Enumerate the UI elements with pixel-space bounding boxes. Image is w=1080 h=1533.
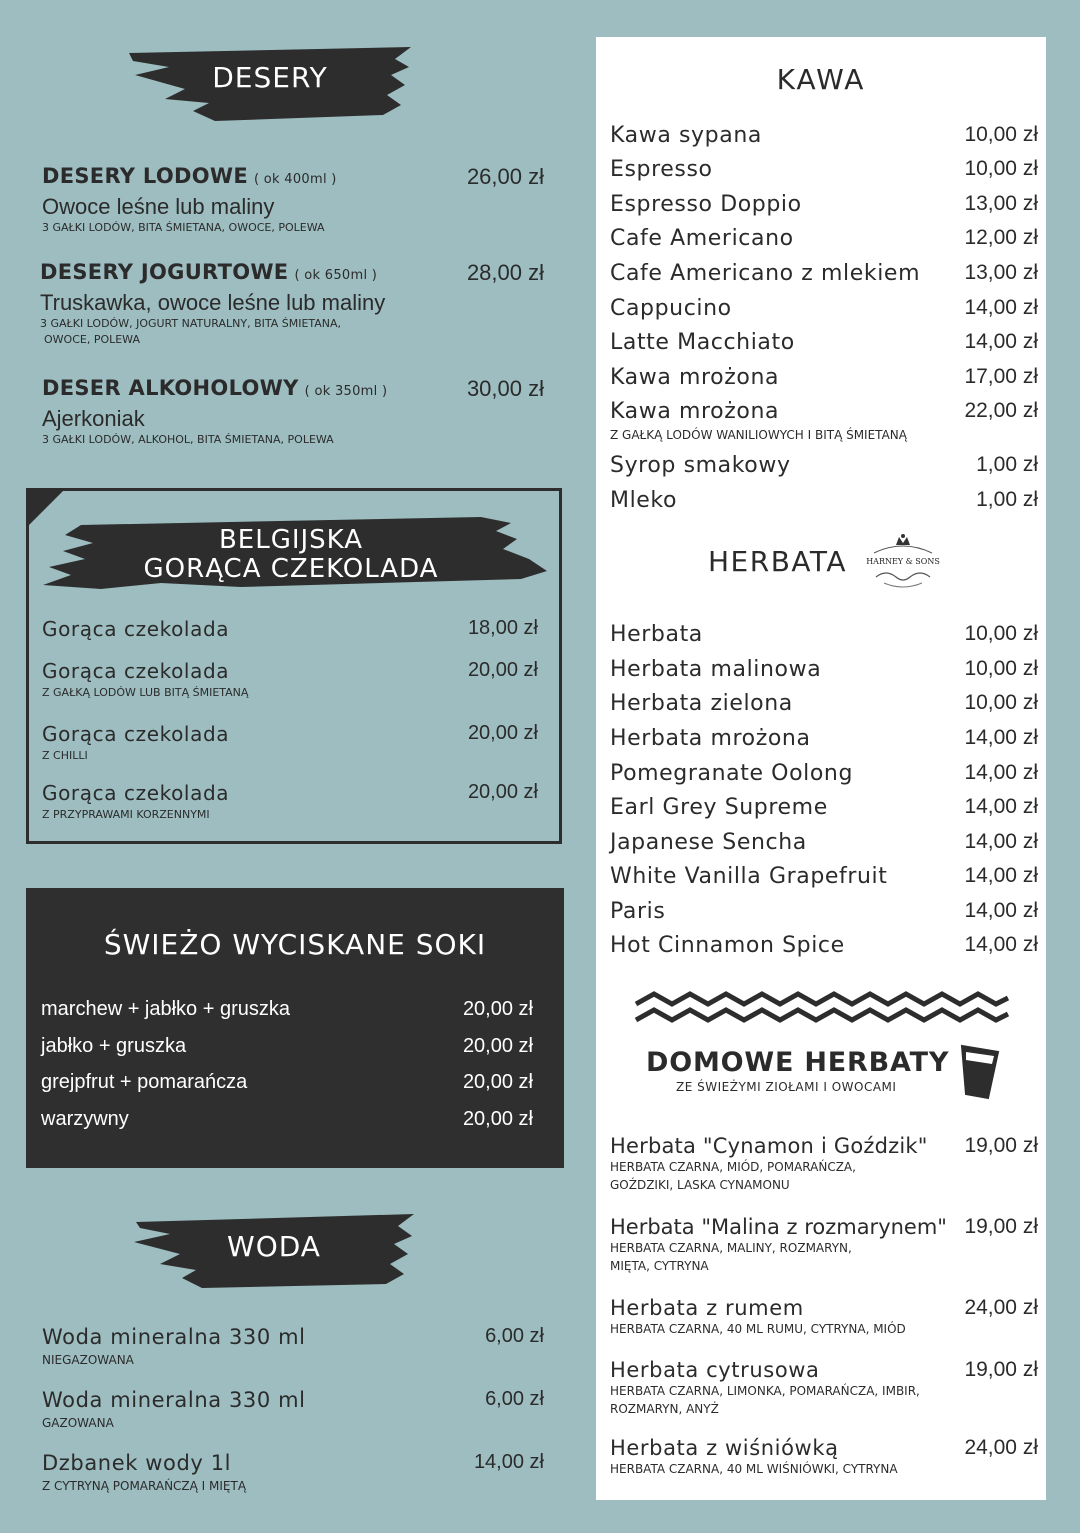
coffee-price: 1,00 zł: [976, 453, 1038, 476]
house-tea-name: Herbata "Cynamon i Goździk": [610, 1134, 928, 1158]
coffee-item: [610, 296, 1038, 326]
tea-name: Pomegranate Oolong: [610, 761, 854, 786]
tea-name: Herbata malinowa: [610, 657, 822, 682]
coffee-price: 10,00 zł: [964, 157, 1038, 180]
water-item: [42, 1451, 544, 1495]
house-tea-price: 24,00 zł: [964, 1296, 1038, 1319]
water-desc: GAZOWANA: [42, 1416, 114, 1430]
woda-title: WODA: [227, 1230, 321, 1263]
coffee-price: 1,00 zł: [976, 488, 1038, 511]
dessert-variant: Truskawka, owoce leśne lub maliny: [40, 290, 386, 315]
dessert-ingredients: 3 GAŁKI LODÓW, ALKOHOL, BITA ŚMIETANA, POLEWA: [42, 433, 334, 446]
juices-title: ŚWIEŻO WYCISKANE SOKI: [103, 928, 487, 961]
water-name: Woda mineralna 330 ml: [42, 1325, 306, 1349]
coffee-name: Kawa mrożona: [610, 399, 780, 424]
coffee-item: [610, 365, 1038, 395]
drinks-panel: [596, 37, 1046, 1500]
chocolate-price: 18,00 zł: [467, 617, 538, 639]
dessert-name: DESERY LODOWE: [42, 164, 248, 188]
tea-item: [610, 622, 1038, 652]
coffee-name: Latte Macchiato: [610, 330, 795, 355]
water-desc: NIEGAZOWANA: [42, 1353, 134, 1367]
coffee-item: [610, 192, 1038, 222]
domowe-subtitle: ZE ŚWIEŻYMI ZIOŁAMI I OWOCAMI: [676, 1080, 897, 1094]
coffee-item: [610, 453, 1038, 483]
chocolate-title-line1: BELGIJSKA: [218, 525, 364, 555]
juice-name: jabłko + gruszka: [41, 1035, 187, 1057]
tea-name: Herbata mrożona: [610, 726, 811, 751]
house-tea-desc: HERBATA CZARNA, LIMONKA, POMARAŃCZA, IMBIR,: [610, 1384, 920, 1398]
coffee-name: Kawa sypana: [610, 123, 762, 148]
desery-title: DESERY: [212, 61, 328, 94]
dessert-price: 28,00 zł: [466, 260, 544, 285]
juice-price: 20,00 zł: [462, 1035, 533, 1057]
dessert-price: 30,00 zł: [466, 376, 544, 401]
house-tea-item: [610, 1358, 1038, 1418]
house-tea-item: [610, 1134, 1038, 1194]
tea-item: [610, 830, 1038, 860]
water-price: 14,00 zł: [473, 1451, 544, 1473]
chocolate-name: Gorąca czekolada: [42, 781, 230, 805]
dessert-item: [42, 164, 544, 240]
tea-price: 14,00 zł: [964, 761, 1038, 784]
house-tea-desc: HERBATA CZARNA, 40 ML WIŚNIÓWKI, CYTRYNA: [610, 1462, 898, 1476]
tea-item: [610, 795, 1038, 825]
house-tea-desc: ROZMARYN, ANYŻ: [610, 1402, 719, 1416]
coffee-item: [610, 123, 1038, 153]
coffee-price: 14,00 zł: [964, 296, 1038, 319]
coffee-item: [610, 261, 1038, 291]
tea-price: 14,00 zł: [964, 726, 1038, 749]
juice-item: [41, 1071, 533, 1099]
house-tea-name: Herbata z rumem: [610, 1296, 804, 1320]
chocolate-item: [42, 659, 538, 703]
juice-name: warzywny: [41, 1108, 129, 1130]
desery-header: [125, 45, 415, 123]
dessert-variant: Owoce leśne lub maliny: [42, 194, 275, 219]
house-tea-price: 19,00 zł: [964, 1215, 1038, 1238]
tea-item: [610, 761, 1038, 791]
house-tea-item: [610, 1215, 1038, 1275]
tea-name: Herbata: [610, 622, 703, 647]
juice-item: [41, 1108, 533, 1136]
coffee-name: Kawa mrożona: [610, 365, 780, 390]
house-tea-item: [610, 1436, 1038, 1482]
dessert-name: DESERY JOGURTOWE: [40, 260, 289, 284]
chocolate-name: Gorąca czekolada: [42, 722, 230, 746]
chocolate-price: 20,00 zł: [467, 722, 538, 744]
tea-price: 10,00 zł: [964, 657, 1038, 680]
tea-name: Earl Grey Supreme: [610, 795, 828, 820]
juices-section: [26, 888, 564, 1168]
tea-item: [610, 691, 1038, 721]
coffee-name: Cappucino: [610, 296, 732, 321]
water-desc: Z CYTRYNĄ POMARAŃCZĄ I MIĘTĄ: [42, 1479, 247, 1493]
dessert-ingredients: 3 GAŁKI LODÓW, JOGURT NATURALNY, BITA ŚMIETANA,: [40, 317, 342, 330]
coffee-price: 17,00 zł: [964, 365, 1038, 388]
house-tea-desc: GOŹDZIKI, LASKA CYNAMONU: [610, 1178, 790, 1192]
tea-name: Paris: [610, 899, 666, 924]
coffee-name: Cafe Americano: [610, 226, 794, 251]
dessert-item: [42, 376, 544, 452]
house-tea-name: Herbata z wiśniówką: [610, 1436, 839, 1460]
coffee-item: [610, 330, 1038, 360]
house-tea-name: Herbata cytrusowa: [610, 1358, 820, 1382]
dessert-item: [40, 260, 544, 350]
dessert-portion: ( ok 650ml ): [294, 268, 378, 283]
water-price: 6,00 zł: [485, 1325, 544, 1347]
coffee-price: 14,00 zł: [964, 330, 1038, 353]
tea-price: 14,00 zł: [964, 864, 1038, 887]
house-tea-desc: HERBATA CZARNA, MIÓD, POMARAŃCZA,: [610, 1160, 856, 1174]
chocolate-item: [42, 722, 538, 766]
coffee-desc: Z GAŁKĄ LODÓW WANILIOWYCH I BITĄ ŚMIETANĄ: [610, 428, 907, 442]
coffee-price: 13,00 zł: [964, 261, 1038, 284]
house-tea-price: 24,00 zł: [964, 1436, 1038, 1459]
dessert-variant: Ajerkoniak: [42, 406, 145, 431]
coffee-price: 10,00 zł: [964, 123, 1038, 146]
coffee-name: Espresso Doppio: [610, 192, 802, 217]
tea-item: [610, 933, 1038, 963]
house-tea-item: [610, 1296, 1038, 1342]
tea-price: 14,00 zł: [964, 899, 1038, 922]
chocolate-header: [41, 513, 551, 593]
dessert-ingredients: 3 GAŁKI LODÓW, BITA ŚMIETANA, OWOCE, POLEWA: [42, 221, 325, 234]
chocolate-name: Gorąca czekolada: [42, 659, 230, 683]
tea-item: [610, 657, 1038, 687]
glass-shape: [958, 1040, 1002, 1100]
tea-price: 14,00 zł: [964, 830, 1038, 853]
tea-name: Japanese Sencha: [610, 830, 807, 855]
water-name: Woda mineralna 330 ml: [42, 1388, 306, 1412]
chocolate-item: [42, 617, 538, 647]
chocolate-price: 20,00 zł: [467, 781, 538, 803]
glass-icon: [958, 1040, 1002, 1100]
chocolate-name: Gorąca czekolada: [42, 617, 230, 641]
juice-price: 20,00 zł: [462, 1108, 533, 1130]
tea-price: 14,00 zł: [964, 795, 1038, 818]
juice-name: grejpfrut + pomarańcza: [41, 1071, 248, 1093]
tea-name: White Vanilla Grapefruit: [610, 864, 888, 889]
tea-name: Hot Cinnamon Spice: [610, 933, 845, 958]
dessert-portion: ( ok 350ml ): [304, 384, 388, 399]
woda-header: [130, 1212, 418, 1290]
house-tea-name: Herbata "Malina z rozmarynem": [610, 1215, 947, 1239]
chocolate-desc: Z PRZYPRAWAMI KORZENNYMI: [42, 808, 210, 821]
coffee-name: Syrop smakowy: [610, 453, 791, 478]
chocolate-item: [42, 781, 538, 825]
dessert-ingredients: OWOCE, POLEWA: [44, 333, 140, 346]
chocolate-title-line2: GORĄCA CZEKOLADA: [143, 554, 439, 584]
house-tea-price: 19,00 zł: [964, 1358, 1038, 1381]
dessert-portion: ( ok 400ml ): [253, 172, 337, 187]
juice-price: 20,00 zł: [462, 1071, 533, 1093]
domowe-title: DOMOWE HERBATY: [646, 1047, 950, 1078]
water-item: [42, 1388, 544, 1432]
chocolate-price: 20,00 zł: [467, 659, 538, 681]
herbata-title: HERBATA: [708, 545, 847, 578]
tea-name: Herbata zielona: [610, 691, 793, 716]
water-name: Dzbanek wody 1l: [42, 1451, 232, 1475]
coffee-name: Mleko: [610, 488, 678, 513]
coffee-name: Cafe Americano z mlekiem: [610, 261, 921, 286]
tea-price: 10,00 zł: [964, 622, 1038, 645]
coffee-item: [610, 157, 1038, 187]
dessert-name: DESER ALKOHOLOWY: [42, 376, 299, 400]
coffee-price: 22,00 zł: [964, 399, 1038, 422]
coffee-item: [610, 399, 1038, 445]
tea-price: 10,00 zł: [964, 691, 1038, 714]
house-tea-price: 19,00 zł: [964, 1134, 1038, 1157]
dessert-price: 26,00 zł: [466, 164, 544, 189]
juice-price: 20,00 zł: [462, 998, 533, 1020]
coffee-item: [610, 488, 1038, 518]
coffee-price: 12,00 zł: [964, 226, 1038, 249]
tea-item: [610, 864, 1038, 894]
juice-item: [41, 1035, 533, 1063]
zigzag-shape: [634, 990, 1010, 1026]
logo-text: HARNEY & SONS: [866, 557, 940, 566]
hot-chocolate-section: [26, 488, 562, 844]
house-tea-desc: MIĘTA, CYTRYNA: [610, 1259, 709, 1273]
coffee-item: [610, 226, 1038, 256]
kawa-title: KAWA: [776, 63, 866, 96]
house-tea-desc: HERBATA CZARNA, MALINY, ROZMARYN,: [610, 1241, 852, 1255]
juice-name: marchew + jabłko + gruszka: [41, 998, 291, 1020]
tea-item: [610, 726, 1038, 756]
water-item: [42, 1325, 544, 1369]
coffee-name: Espresso: [610, 157, 713, 182]
house-tea-desc: HERBATA CZARNA, 40 ML RUMU, CYTRYNA, MIÓD: [610, 1322, 906, 1336]
coffee-price: 13,00 zł: [964, 192, 1038, 215]
juice-item: [41, 998, 533, 1026]
chocolate-desc: Z GAŁKĄ LODÓW LUB BITĄ ŚMIETANĄ: [42, 686, 249, 699]
chocolate-desc: Z CHILLI: [42, 749, 88, 762]
harney-sons-logo: [866, 531, 940, 593]
tea-item: [610, 899, 1038, 929]
tea-price: 14,00 zł: [964, 933, 1038, 956]
water-price: 6,00 zł: [485, 1388, 544, 1410]
zigzag-divider: [634, 990, 1010, 1026]
